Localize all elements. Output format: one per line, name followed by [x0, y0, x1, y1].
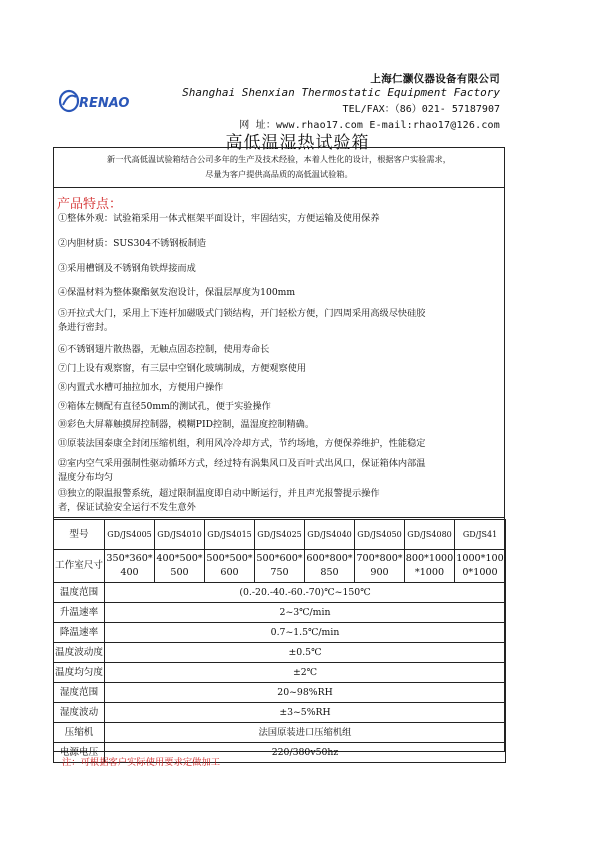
divider: [54, 187, 504, 188]
size-cell: 500*500*600: [205, 550, 255, 583]
features-title: 产品特点：: [57, 197, 123, 212]
size-cell: 400*500*500: [155, 550, 205, 583]
feature-item: ⑦门上设有观察窗，有三层中空钢化玻璃制成，方便观察使用: [58, 363, 307, 374]
spec-label: 压缩机: [54, 723, 105, 743]
spec-row: [54, 583, 506, 603]
model-cell: GD/JS4080: [405, 520, 455, 550]
size-cell: 1000*1000*1000: [455, 550, 506, 583]
model-cell: GD/JS41: [455, 520, 506, 550]
spec-label: 温度均匀度: [54, 663, 105, 683]
size-cell: 500*600*750: [255, 550, 305, 583]
spec-label: 温度范围: [54, 583, 105, 603]
spec-label: 湿度波动: [54, 703, 105, 723]
model-cell: GD/JS4025: [255, 520, 305, 550]
feature-item: ⑫室内空气采用强制性驱动循环方式，经过特有涡集风口及百叶式出风口，保证箱体内部温: [58, 458, 426, 469]
spec-row: [54, 603, 506, 623]
model-cell: GD/JS4015: [205, 520, 255, 550]
feature-item: ③采用槽钢及不锈钢角铁焊接而成: [58, 263, 196, 274]
spec-row: [54, 643, 506, 663]
spec-row: [54, 663, 506, 683]
spec-row: [54, 703, 506, 723]
size-label: 工作室尺寸: [54, 550, 105, 583]
spec-label: 温度波动度: [54, 643, 105, 663]
model-cell: GD/JS4010: [155, 520, 205, 550]
spec-label: 电源电压: [54, 743, 105, 763]
model-cell: GD/JS4040: [305, 520, 355, 550]
feature-item: ⑤开拉式大门，采用上下连杆加磁吸式门锁结构，开门轻松方便，门四周采用高级尽快硅胶: [58, 308, 426, 319]
spec-label: 升温速率: [54, 603, 105, 623]
feature-item: ⑬独立的限温报警系统，超过限制温度即自动中断运行，并且声光报警提示操作: [58, 488, 380, 499]
spec-label: 降温速率: [54, 623, 105, 643]
intro-line: 尽量为客户提供高品质的高低温试验箱。: [205, 169, 353, 179]
divider: [54, 517, 504, 518]
model-cell: GD/JS4005: [105, 520, 155, 550]
feature-item: ⑪原装法国泰康全封闭压缩机组，利用风冷冷却方式，节约场地，方便保养维护，性能稳定: [58, 438, 426, 449]
feature-item: ⑨箱体左侧配有直径50mm的测试孔，便于实验操作: [58, 401, 271, 412]
document-title: 高低温湿热试验箱: [225, 133, 370, 153]
size-row: [54, 550, 506, 583]
company-name-cn: 上海仁灏仪器设备有限公司: [370, 73, 500, 85]
feature-item: ⑥不锈钢翅片散热器，无触点固态控制，使用寿命长: [58, 344, 270, 355]
model-label: 型号: [54, 520, 105, 550]
spec-value: ±3~5%RH: [105, 703, 506, 723]
spec-label: 湿度范围: [54, 683, 105, 703]
model-cell: GD/JS4050: [355, 520, 405, 550]
company-web-email: 网 址：www.rhao17.com E-mail:rhao17@126.com: [239, 120, 500, 131]
company-tel: TEL/FAX：（86）021- 57187907: [342, 104, 500, 115]
spec-value: 法国原装进口压缩机组: [105, 723, 506, 743]
intro-line: 新一代高低温试验箱结合公司多年的生产及技术经验，本着人性化的设计，根据客户实验需求，: [107, 154, 451, 164]
company-logo: [59, 88, 134, 114]
renao-logo-icon: [59, 88, 134, 114]
feature-item: ④保温材料为整体聚酯氨发泡设计，保温层厚度为100mm: [58, 287, 296, 298]
spec-value: 220/380v50hz: [105, 743, 506, 763]
spec-row: [54, 623, 506, 643]
feature-item: ②内胆材质：SUS304不锈钢板制造: [58, 238, 207, 249]
size-cell: 600*800*850: [305, 550, 355, 583]
spec-table: [53, 519, 506, 763]
spec-value: 20~98%RH: [105, 683, 506, 703]
spec-value: ±0.5℃: [105, 643, 506, 663]
company-name-en: Shanghai Shenxian Thermostatic Equipment Factory: [182, 86, 500, 99]
footnote: 注：可根据客户实际使用要求定做加工: [62, 757, 221, 768]
size-cell: 350*360*400: [105, 550, 155, 583]
model-row: [54, 520, 506, 550]
logo-text: RENAO: [79, 96, 130, 111]
feature-item: ⑧内置式水槽可抽拉加水，方便用户操作: [58, 382, 224, 393]
feature-item: ⑩彩色大屏幕触摸屏控制器，模糊PID控制，温湿度控制精确。: [58, 419, 315, 430]
feature-item: 条进行密封。: [58, 322, 114, 333]
spec-row: [54, 683, 506, 703]
intro-text: [54, 152, 504, 182]
spec-row: [54, 723, 506, 743]
spec-value: 2~3℃/min: [105, 603, 506, 623]
feature-item: ①整体外观：试验箱采用一体式框架平面设计，牢固结实，方便运输及使用保养: [58, 213, 380, 224]
spec-value: ±2℃: [105, 663, 506, 683]
size-cell: 800*1000*1000: [405, 550, 455, 583]
feature-item: 者，保证试验安全运行不发生意外: [58, 502, 196, 513]
size-cell: 700*800*900: [355, 550, 405, 583]
spec-value: 0.7~1.5℃/min: [105, 623, 506, 643]
feature-item: 湿度分布均匀: [58, 472, 114, 483]
spec-value: (0.-20.-40.-60.-70)℃~150℃: [105, 583, 506, 603]
